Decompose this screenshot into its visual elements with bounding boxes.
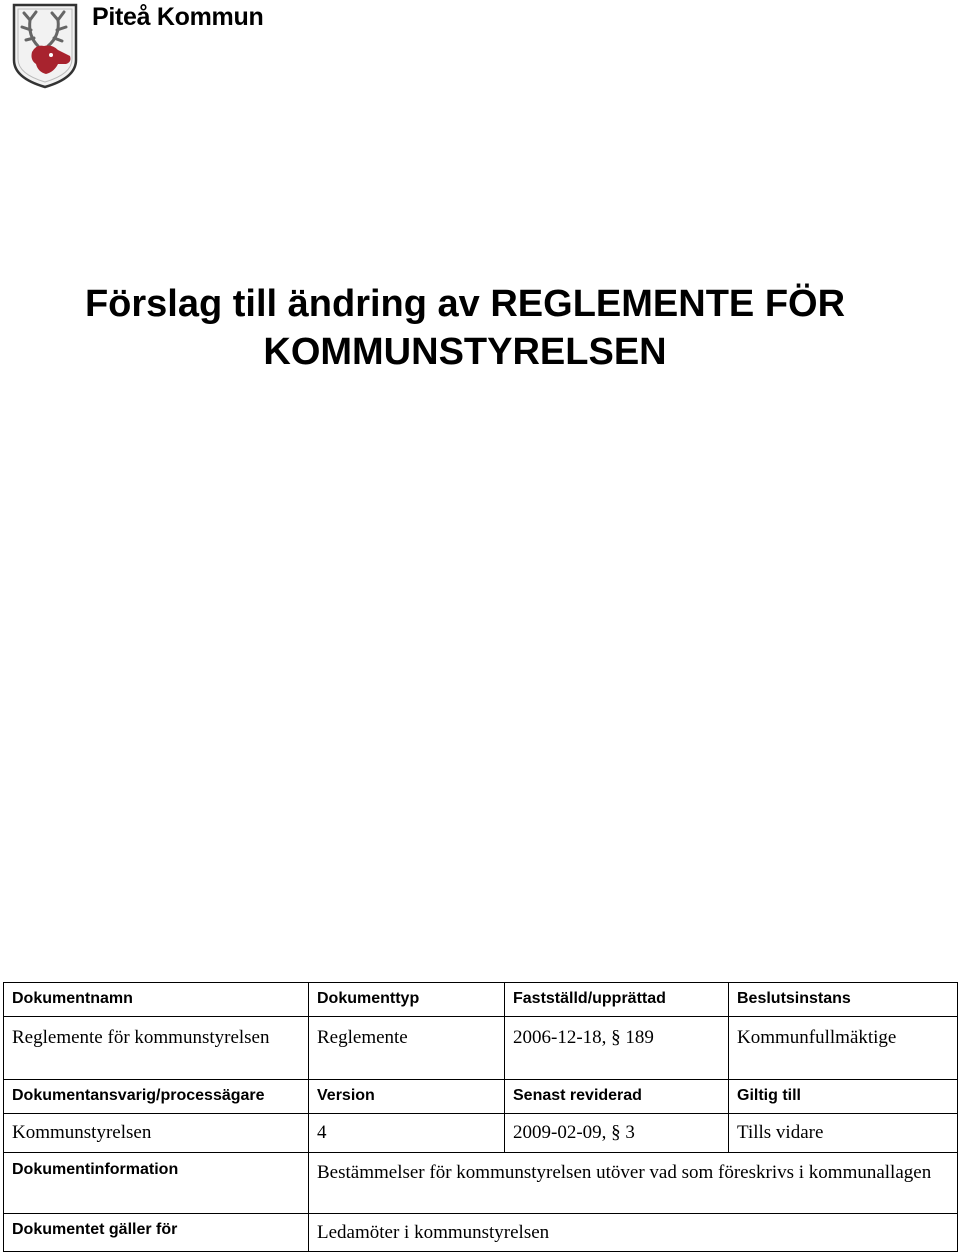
table-row <box>4 1153 958 1214</box>
logo <box>10 2 80 90</box>
document-title-line-2: KOMMUNSTYRELSEN <box>263 331 667 373</box>
document-title <box>0 280 930 376</box>
document-info-table <box>3 982 958 1252</box>
cell-document-type: Reglemente <box>309 1017 505 1080</box>
header-responsible: Dokumentansvarig/processägare <box>4 1080 309 1114</box>
header-document-name: Dokumentnamn <box>4 983 309 1017</box>
label-applies-to: Dokumentet gäller för <box>4 1214 309 1252</box>
table-row <box>4 983 958 1017</box>
header-version: Version <box>309 1080 505 1114</box>
header-document-type: Dokumenttyp <box>309 983 505 1017</box>
label-document-information: Dokumentinformation <box>4 1153 309 1214</box>
cell-last-revised: 2009-02-09, § 3 <box>505 1114 729 1153</box>
cell-document-information: Bestämmelser för kommunstyrelsen utöver vad som föreskrivs i kommunallagen <box>309 1153 958 1214</box>
header-last-revised: Senast reviderad <box>505 1080 729 1114</box>
document-title-line-1: Förslag till ändring av REGLEMENTE FÖR <box>84 283 846 325</box>
table-row <box>4 1017 958 1080</box>
header-established: Fastställd/upprättad <box>505 983 729 1017</box>
header-valid-until: Giltig till <box>729 1080 958 1114</box>
table-row <box>4 1214 958 1252</box>
cell-version: 4 <box>309 1114 505 1153</box>
cell-established: 2006-12-18, § 189 <box>505 1017 729 1080</box>
cell-applies-to: Ledamöter i kommunstyrelsen <box>309 1214 958 1252</box>
table-row <box>4 1114 958 1153</box>
cell-decision-body: Kommunfullmäktige <box>729 1017 958 1080</box>
cell-document-name: Reglemente för kommunstyrelsen <box>4 1017 309 1080</box>
table-row <box>4 1080 958 1114</box>
cell-responsible: Kommunstyrelsen <box>4 1114 309 1153</box>
header-decision-body: Beslutsinstans <box>729 983 958 1017</box>
cell-valid-until: Tills vidare <box>729 1114 958 1153</box>
reindeer-coat-of-arms-icon <box>10 2 80 90</box>
organization-name: Piteå Kommun <box>92 3 264 31</box>
